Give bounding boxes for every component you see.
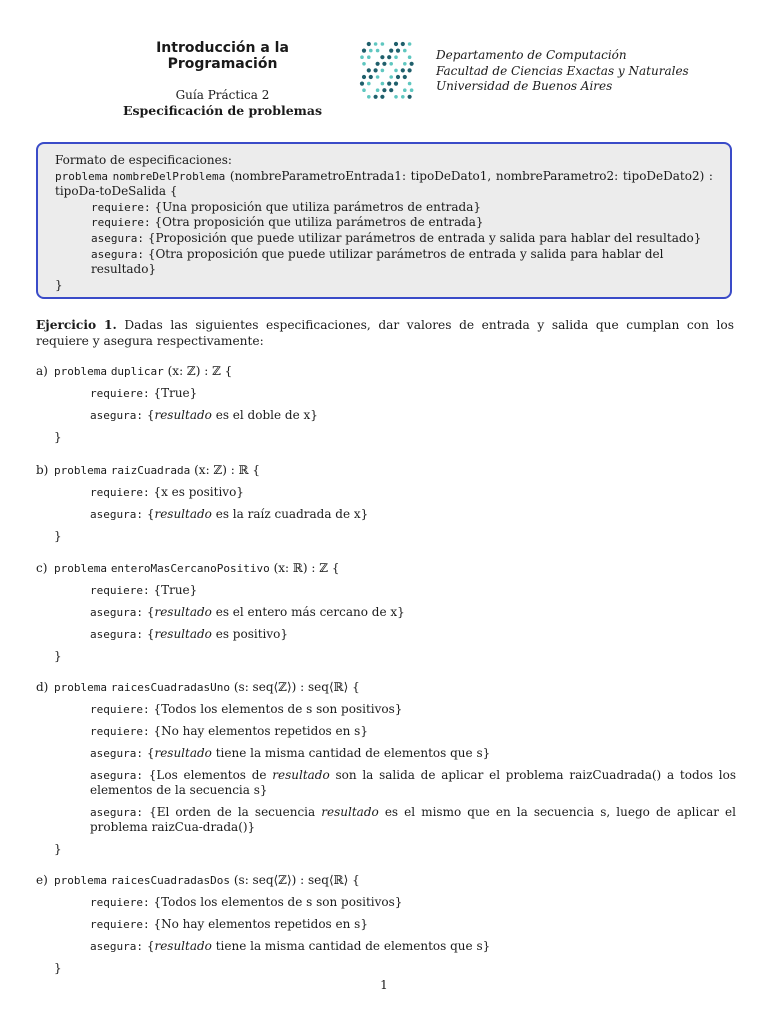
problem-return-type: ℤ { <box>319 561 340 575</box>
problem-block <box>36 873 736 976</box>
problem-tag: d) <box>36 680 49 694</box>
problem-name: enteroMasCercanoPositivo <box>110 562 270 575</box>
keyword-problema: problema <box>54 874 107 887</box>
guide-number: Guía Práctica 2 <box>175 88 270 102</box>
problem-name: duplicar <box>110 365 164 378</box>
clause-keyword: requiere: <box>91 200 151 214</box>
logo-dot <box>408 82 412 86</box>
logo-dot <box>360 82 364 86</box>
logo-dot <box>401 95 405 99</box>
clause-text-post: es positivo} <box>211 627 288 641</box>
problem-block <box>36 561 736 664</box>
logo-dot <box>387 82 391 86</box>
problem-return-type: ℝ { <box>238 463 260 477</box>
clause-text-post: es el entero más cercano de x} <box>211 605 405 619</box>
clause-keyword: asegura: <box>90 606 143 619</box>
logo-dot <box>408 68 412 72</box>
logo-dot <box>362 88 366 92</box>
logo-dot <box>394 69 398 73</box>
logo-dot <box>367 55 371 59</box>
logo-dot <box>381 69 385 73</box>
problem-clause <box>36 702 736 717</box>
logo-dot <box>362 49 366 53</box>
logo-dot <box>396 75 400 79</box>
logo-dot <box>389 88 393 92</box>
clause-keyword: requiere: <box>90 918 150 931</box>
clause-keyword: requiere: <box>90 486 150 499</box>
format-clause <box>55 200 713 216</box>
clause-keyword: requiere: <box>90 725 150 738</box>
clause-keyword: asegura: <box>91 247 144 261</box>
logo-dot <box>387 55 391 59</box>
university-name: Universidad de Buenos Aires <box>436 79 613 93</box>
keyword-problema: problema <box>55 169 108 183</box>
logo-dot <box>369 49 373 53</box>
clause-keyword: requiere: <box>90 896 150 909</box>
clause-variable: resultado <box>154 507 212 521</box>
clause-text-pre: { <box>146 605 155 619</box>
clause-text-pre: { <box>146 408 155 422</box>
logo-dot <box>362 62 366 66</box>
problem-clause <box>36 746 736 761</box>
problem-signature <box>36 873 736 888</box>
clause-keyword: asegura: <box>90 769 143 782</box>
clause-keyword: asegura: <box>90 806 143 819</box>
problem-params: (s: seq⟨ℤ⟩) : <box>233 680 305 694</box>
problem-name: raicesCuadradasUno <box>110 681 231 694</box>
problem-name: raizCuadrada <box>110 464 191 477</box>
department-name: Departamento de Computación <box>436 48 627 62</box>
logo-dot <box>380 55 384 59</box>
clause-text-pre: {True} <box>153 583 198 597</box>
clause-keyword: asegura: <box>91 231 144 245</box>
clause-text-pre: {Todos los elementos de s son positivos} <box>153 702 403 716</box>
logo-dot <box>376 49 380 53</box>
logo-dot <box>381 42 385 46</box>
problem-clause <box>36 805 736 835</box>
problem-params: (x: ℝ) : <box>273 561 316 575</box>
clause-text-pre: {El orden de la secuencia <box>149 805 322 819</box>
problem-closing: } <box>54 430 62 444</box>
problem-signature <box>36 463 736 478</box>
problem-return-type: seq⟨ℝ⟩ { <box>308 873 360 887</box>
problem-tag: a) <box>36 364 48 378</box>
header-right <box>436 48 689 95</box>
problem-clause <box>36 507 736 522</box>
clause-text-pre: {x es positivo} <box>153 485 244 499</box>
clause-text-post: es el doble de x} <box>211 408 318 422</box>
exercise-text: Dadas las siguientes especificaciones, dar valores de entrada y salida que cumplan con los requiere y asegura respectivamente: <box>36 318 734 348</box>
problem-closing: } <box>54 842 62 856</box>
logo-dot <box>381 82 385 86</box>
clause-text-pre: { <box>146 627 155 641</box>
signature-rest: (nombreParametroEntrada1: tipoDeDato1, nombreParametro2: tipoDeDato2) : tipoDa-toDeSalida { <box>55 168 713 199</box>
logo-dot <box>394 95 398 99</box>
clause-variable: resultado <box>154 605 212 619</box>
clause-text-post: tiene la misma cantidad de elementos que s} <box>211 939 491 953</box>
logo-dot <box>389 75 393 79</box>
problem-block <box>36 680 736 857</box>
clause-keyword: requiere: <box>90 584 150 597</box>
dc-logo-icon <box>358 40 414 102</box>
logo-dot <box>408 55 412 59</box>
problem-clause <box>36 627 736 642</box>
course-title: Introducción a la Programación <box>156 40 289 72</box>
format-title: Formato de especificaciones: <box>55 153 232 167</box>
problem-clause <box>36 724 736 739</box>
problem-block <box>36 463 736 544</box>
clause-variable: resultado <box>321 805 379 819</box>
problem-closing: } <box>54 961 62 975</box>
problem-clause <box>36 939 736 954</box>
guide-topic: Especificación de problemas <box>122 103 323 118</box>
problem-name: nombreDelProblema <box>112 169 226 183</box>
clause-keyword: requiere: <box>90 703 150 716</box>
problem-clause <box>36 386 736 401</box>
problem-signature <box>36 364 736 379</box>
problem-params: (s: seq⟨ℤ⟩) : <box>233 873 305 887</box>
clause-variable: resultado <box>154 939 212 953</box>
clause-variable: resultado <box>272 768 330 782</box>
logo-dot <box>403 62 407 66</box>
format-clause <box>55 215 713 231</box>
clause-text: {Una proposición que utiliza parámetros de entrada} <box>154 199 482 214</box>
problem-clause <box>36 605 736 620</box>
clause-text-pre: {Todos los elementos de s son positivos} <box>153 895 403 909</box>
clause-keyword: asegura: <box>90 409 143 422</box>
keyword-problema: problema <box>54 464 107 477</box>
format-clause <box>55 231 713 247</box>
logo-dot <box>382 62 386 66</box>
logo-dot <box>410 62 414 66</box>
clause-keyword: asegura: <box>90 628 143 641</box>
clause-text-pre: {No hay elementos repetidos en s} <box>153 724 368 738</box>
problem-return-type: ℤ { <box>212 364 233 378</box>
clause-variable: resultado <box>154 746 212 760</box>
problem-closing: } <box>54 649 62 663</box>
problem-clause <box>36 768 736 798</box>
clause-text-pre: { <box>146 507 155 521</box>
logo-dot <box>408 95 412 99</box>
logo-dot <box>367 82 371 86</box>
logo-dot <box>376 62 380 66</box>
problem-params: (x: ℤ) : <box>167 364 209 378</box>
clause-text-pre: { <box>146 939 155 953</box>
logo-dot <box>367 68 371 72</box>
clause-keyword: requiere: <box>91 216 151 230</box>
logo-dot <box>401 68 405 72</box>
logo-dot <box>403 88 407 92</box>
clause-text-pre: {True} <box>153 386 198 400</box>
clause-text: {Proposición que puede utilizar parámetros de entrada y salida para hablar del resultado} <box>147 230 702 245</box>
problem-tag: b) <box>36 463 49 477</box>
format-clause <box>55 247 713 278</box>
logo-dot <box>374 95 378 99</box>
problem-clause <box>36 917 736 932</box>
clause-text-pre: { <box>146 746 155 760</box>
logo-dot <box>394 42 398 46</box>
clause-text-pre: {No hay elementos repetidos en s} <box>153 917 368 931</box>
logo-dot <box>401 42 405 46</box>
logo-dot <box>394 55 398 59</box>
logo-dot <box>389 62 393 66</box>
logo-dot <box>410 88 414 92</box>
logo-dot <box>376 88 380 92</box>
page-number: 1 <box>380 978 388 992</box>
keyword-problema: problema <box>54 562 107 575</box>
faculty-name: Facultad de Ciencias Exactas y Naturales <box>436 63 689 78</box>
format-signature <box>55 169 713 200</box>
clause-text: {Otra proposición que puede utilizar parámetros de entrada y salida para hablar del resultado} <box>91 246 664 277</box>
problem-return-type: seq⟨ℝ⟩ { <box>308 680 360 694</box>
problem-signature <box>36 680 736 695</box>
exercise-intro <box>36 317 734 349</box>
logo-dot <box>369 75 373 79</box>
problem-tag: e) <box>36 873 48 887</box>
logo-dot <box>408 42 412 46</box>
clause-text-post: es la raíz cuadrada de x} <box>211 507 369 521</box>
format-box <box>36 142 732 299</box>
logo-dot <box>389 49 393 53</box>
logo-dot <box>394 82 398 86</box>
logo-dot <box>403 75 407 79</box>
format-closing: } <box>55 277 63 292</box>
clause-keyword: asegura: <box>90 747 143 760</box>
problem-params: (x: ℤ) : <box>194 463 235 477</box>
clause-keyword: requiere: <box>90 387 150 400</box>
problem-clause <box>36 895 736 910</box>
keyword-problema: problema <box>54 365 107 378</box>
problem-signature <box>36 561 736 576</box>
header-left <box>100 40 345 118</box>
logo-dot <box>374 68 378 72</box>
problem-block <box>36 364 736 445</box>
keyword-problema: problema <box>54 681 107 694</box>
problem-closing: } <box>54 529 62 543</box>
clause-text-post: es el mismo que en la secuencia s, luego de aplicar el problema raizCua-drada()} <box>90 805 736 834</box>
exercise-label: Ejercicio 1. <box>36 318 117 332</box>
clause-variable: resultado <box>154 408 212 422</box>
clause-keyword: asegura: <box>90 508 143 521</box>
clause-text-post: tiene la misma cantidad de elementos que s} <box>211 746 491 760</box>
logo-dot <box>396 49 400 53</box>
clause-text-pre: {Los elementos de <box>148 768 273 782</box>
problem-clause <box>36 583 736 598</box>
problem-name: raicesCuadradasDos <box>110 874 231 887</box>
clause-text: {Otra proposición que utiliza parámetros de entrada} <box>154 215 484 230</box>
clause-keyword: asegura: <box>90 940 143 953</box>
logo-dot <box>367 95 371 99</box>
logo-dot <box>360 55 364 59</box>
clause-variable: resultado <box>154 627 212 641</box>
logo-dot <box>376 75 380 79</box>
logo-dot <box>374 42 378 46</box>
logo-dot <box>367 42 371 46</box>
logo-dot <box>382 88 386 92</box>
problem-clause <box>36 485 736 500</box>
problem-tag: c) <box>36 561 48 575</box>
logo-dot <box>380 95 384 99</box>
logo-dot <box>362 75 366 79</box>
logo-dot <box>403 49 407 53</box>
clause-text-post: son la salida de aplicar el problema raizCuadrada() a todos los elementos de la secuencia s} <box>90 768 736 797</box>
problem-clause <box>36 408 736 423</box>
